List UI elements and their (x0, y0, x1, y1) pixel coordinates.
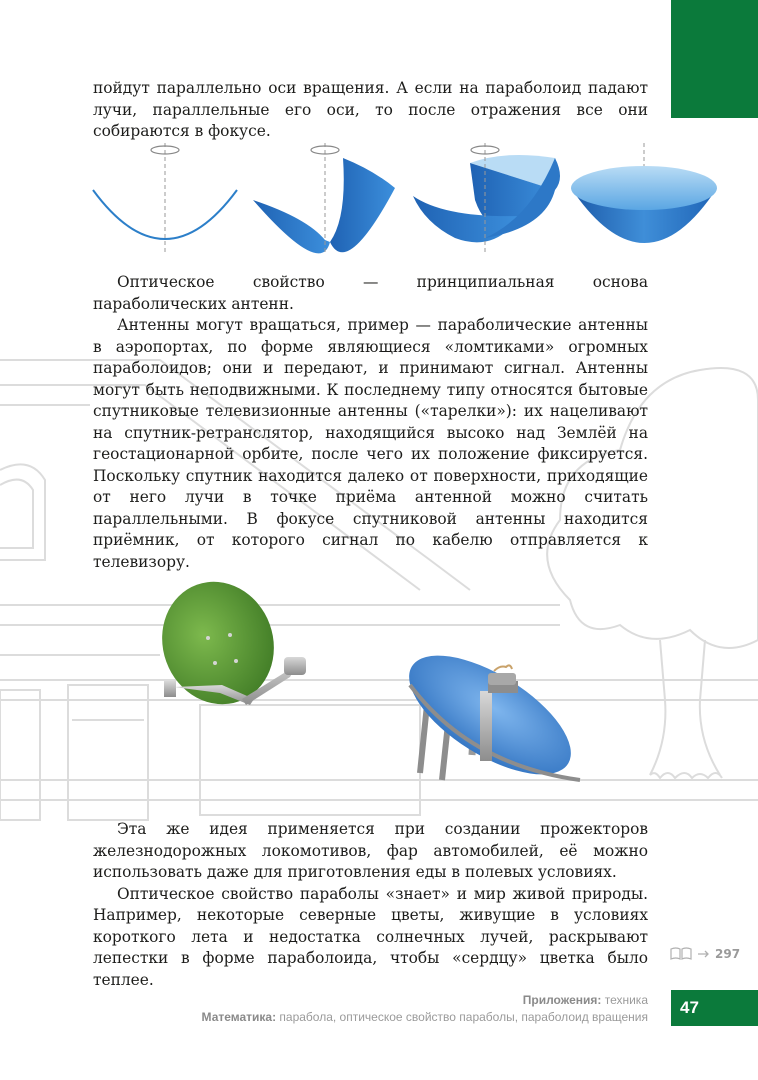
antenna-illustrations (150, 575, 590, 795)
paragraph-optical-property: Оптическое свойство — принципиальная основа параболических антенн. (93, 273, 648, 313)
paraboloid-slice-step-1 (253, 143, 395, 253)
arrow-right-icon (697, 949, 711, 959)
closing-text-block (93, 819, 648, 991)
footer-mathematics (128, 1009, 648, 1025)
paraboloid-slice-step-2 (413, 143, 560, 253)
main-text-block (93, 272, 648, 573)
math-value: парабола, оптическое свойство параболы, параболоид вращения (276, 1010, 648, 1024)
cross-reference[interactable] (669, 945, 740, 963)
book-icon (669, 947, 693, 961)
applications-value: техника (601, 993, 648, 1007)
intro-paragraph-text: пойдут параллельно оси вращения. А если на параболоид падают лучи, параллельные его оси, то после отражения все они собираются в фокусе. (93, 79, 648, 140)
paragraph-antennas: Антенны могут вращаться, пример — параболические антенны в аэропортах, по форме являющиеся «ломтиками» огромных параболоидов; они и передают, и принимают сигнал. Антенны могут быть неподвижными. К последнему типу относятся бытовые спутниковые телевизионные антенны («тарелки»): их нацеливают на спутник-ретранслятор, находящийся высоко над Землёй на геостационарной орбите, после чего их положение фиксируется. Поскольку спутник находится далеко от поверхности, приходящие от него лучи в точке приёма антенной можно считать параллельными. В фокусе спутниковой антенны находится приёмник, от которого сигнал по кабелю отправляется к телевизору. (93, 316, 648, 571)
solar-cooker-image (391, 632, 589, 795)
page-number: 47 (671, 990, 758, 1026)
footer-applications (128, 992, 648, 1008)
math-label: Математика: (201, 1010, 277, 1024)
paragraph-idea: Эта же идея применяется при создании прожекторов железнодорожных локомотивов, фар автомобилей, её можно использовать даже для приготовления еды в полевых условиях. (93, 820, 648, 881)
paraboloid-formation-diagram (85, 138, 725, 258)
parabola-curve-step (93, 143, 237, 253)
satellite-dish-image (150, 575, 306, 720)
intro-paragraph (93, 78, 648, 143)
full-paraboloid-step (571, 143, 717, 243)
reference-page: 297 (715, 947, 741, 961)
applications-label: Приложения: (522, 993, 602, 1007)
paragraph-nature: Оптическое свойство параболы «знает» и мир живой природы. Например, некоторые северные цветы, живущие в условиях короткого лета и недостатка солнечных лучей, раскрывают лепестки в форме параболоида, чтобы «сердцу» цветка было теплее. (93, 884, 648, 989)
